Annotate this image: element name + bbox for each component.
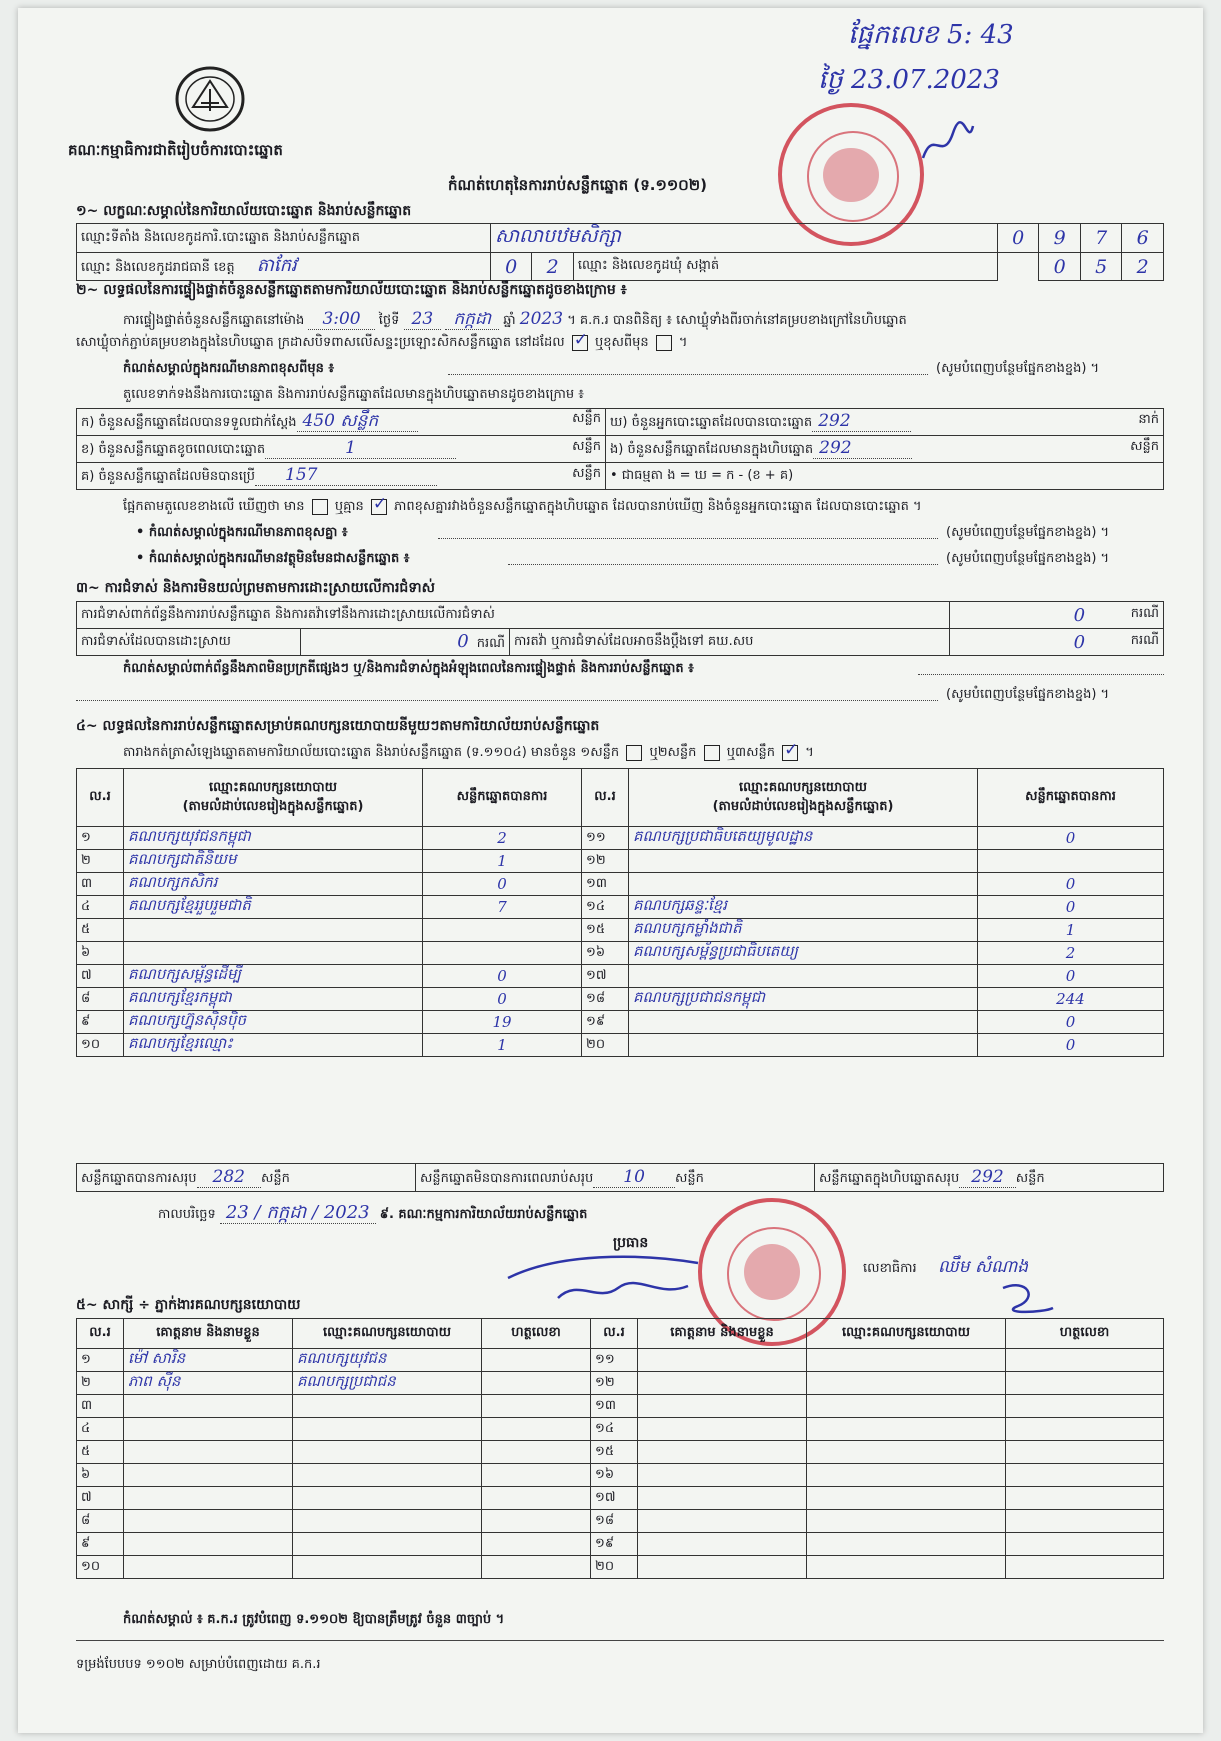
result-votes	[423, 919, 582, 942]
col-party-sub: (តាមលំដាប់លេខរៀងក្នុងសន្លឹកឆ្នោត)	[712, 798, 894, 814]
witness-name[interactable]	[638, 1464, 807, 1487]
result-votes: 2	[978, 942, 1164, 965]
result-party: គណបក្សឆន្ទៈខ្មែរ	[629, 896, 978, 919]
hw-year: 2023	[519, 309, 564, 329]
witness-party[interactable]	[807, 1372, 1006, 1395]
witness-name[interactable]	[638, 1418, 807, 1441]
col-no: ល.រ	[77, 769, 124, 827]
result-no: ១៥	[582, 919, 629, 942]
different-label: ឬខុសពីមុន	[594, 335, 649, 350]
witness-party[interactable]	[807, 1556, 1006, 1579]
witness-party	[293, 1441, 482, 1464]
witness-no: ១៩	[591, 1533, 638, 1556]
witness-no: ៤	[77, 1418, 124, 1441]
col-no: ល.រ	[77, 1319, 124, 1349]
witness-party	[293, 1395, 482, 1418]
witness-signature[interactable]	[1006, 1510, 1164, 1533]
diff-note-line[interactable]	[448, 374, 928, 375]
result-votes: 244	[978, 988, 1164, 1011]
witness-name[interactable]	[638, 1395, 807, 1418]
table-row	[77, 1487, 1164, 1510]
result-no: ១០	[77, 1034, 124, 1057]
col-name: គោត្តនាម និងនាមខ្លួន	[124, 1319, 293, 1349]
witness-signature[interactable]	[1006, 1464, 1164, 1487]
result-votes: 0	[978, 873, 1164, 896]
witness-name[interactable]	[638, 1533, 807, 1556]
hw-time: 3:00	[308, 309, 374, 330]
witness-signature[interactable]	[1006, 1556, 1164, 1579]
table-row	[77, 1441, 1164, 1464]
total-valid-label: សន្លឹកឆ្នោតបានការសរុប	[81, 1170, 197, 1186]
witness-signature[interactable]	[482, 1533, 591, 1556]
tally-intro: តារាងកត់ត្រាសំឡេងឆ្នោតតាមការិយាល័យបោះឆ្នោត និងរាប់សន្លឹកឆ្នោត (ទ.១១០៤) មានចំនួន ១សន្លឹក	[123, 745, 620, 760]
resolved-label: ការជំទាស់ដែលបានដោះស្រាយ	[77, 629, 301, 656]
table-row	[77, 850, 1164, 873]
col-votes: សន្លឹកឆ្នោតបានការ	[423, 769, 582, 827]
result-no: ១៧	[582, 965, 629, 988]
result-no: ៤	[77, 896, 124, 919]
table-row	[77, 1372, 1164, 1395]
result-party: គណបក្សកសិករ	[124, 873, 423, 896]
org-name: គណៈកម្មាធិការជាតិរៀបចំការបោះឆ្នោត	[68, 141, 283, 159]
hw-sign-date: 23 / កក្កដា / 2023	[220, 1202, 376, 1224]
fill-back-note: (សូមបំពេញបន្ថែមផ្នែកខាងខ្នង) ។	[946, 551, 1110, 566]
table-row	[77, 965, 1164, 988]
irregularity-note-label: កំណត់សម្គាល់ពាក់ព័ន្ធនឹងភាពមិនប្រក្រតីផ្សេងៗ ឬ/និងការជំទាស់ក្នុងអំឡុងពេលនៃការផ្ទៀងផ្ទាត់ និងការរាប់សន្លឹកឆ្នោត ៖	[123, 661, 694, 676]
witness-signature[interactable]	[482, 1372, 591, 1395]
count-ka-label: ក) ចំនួនសន្លឹកឆ្នោតដែលបានទទួលជាក់ស្តែង	[81, 414, 297, 430]
witness-party	[293, 1418, 482, 1441]
commune-code-digit: 2	[1122, 253, 1164, 281]
total-valid-value: 282	[197, 1167, 261, 1188]
witness-signature[interactable]	[1006, 1441, 1164, 1464]
result-votes: 0	[978, 896, 1164, 919]
result-votes: 0	[978, 827, 1164, 850]
witness-signature[interactable]	[482, 1510, 591, 1533]
section-2-title: ២~ លទ្ធផលនៃការផ្ទៀងផ្ទាត់ចំនួនសន្លឹកឆ្នោតតាមការិយាល័យបោះឆ្នោត និងរាប់សន្លឹកឆ្នោតដូចខាងក្រោម ៖	[76, 282, 627, 298]
col-name: គោត្តនាម និងនាមខ្លួន	[638, 1319, 807, 1349]
result-votes	[423, 942, 582, 965]
witness-name[interactable]	[638, 1441, 807, 1464]
witness-party[interactable]	[807, 1464, 1006, 1487]
result-votes: 0	[978, 1034, 1164, 1057]
result-party: គណបក្សខ្មែរឈ្មោះ	[124, 1034, 423, 1057]
table-row	[77, 873, 1164, 896]
hw-month: កក្កដា	[445, 309, 499, 330]
day-prefix: ថ្ងៃទី	[378, 313, 400, 328]
table-row	[77, 1510, 1164, 1533]
witness-name	[124, 1418, 293, 1441]
result-no: ១៦	[582, 942, 629, 965]
witness-name[interactable]	[638, 1556, 807, 1579]
witness-name	[124, 1556, 293, 1579]
three-sheet-label: ឬ៣សន្លឹក	[726, 745, 775, 760]
result-party: គណបក្សខ្មែររួបរួមជាតិ	[124, 896, 423, 919]
hw-station-number: ផ្នែកលេខ 5: 43	[848, 20, 1014, 50]
station-name-value: សាលាបឋមសិក្សា	[490, 224, 997, 253]
witness-no: ១៤	[591, 1418, 638, 1441]
result-votes: 0	[423, 988, 582, 1011]
witness-party[interactable]	[807, 1418, 1006, 1441]
case-unit: ករណី	[1130, 605, 1159, 621]
count-ngo-value: 292	[813, 438, 911, 459]
form-footer: ទម្រង់បែបបទ ១១០២ សម្រាប់បំពេញដោយ គ.ក.រ	[76, 1657, 321, 1672]
count-kho-label: ឃ) ចំនួនអ្នកបោះឆ្នោតដែលបានបោះឆ្នោត	[610, 415, 813, 430]
appeal-label: ការតវ៉ា ឬការជំទាស់ដែលអាចនឹងប្តឹងទៅ គឃ.សប	[510, 629, 950, 656]
result-no: ១៨	[582, 988, 629, 1011]
table-row	[77, 1464, 1164, 1487]
witness-name: ភាព ស៊ីន	[124, 1372, 293, 1395]
commune-code-digit: 5	[1080, 253, 1121, 281]
total-box-value: 292	[959, 1167, 1015, 1188]
province-value: តាកែវ	[256, 255, 297, 276]
witness-signature[interactable]	[1006, 1418, 1164, 1441]
witness-name	[124, 1441, 293, 1464]
station-code-digit: 6	[1122, 224, 1164, 253]
signature-top	[918, 118, 978, 168]
witness-signature[interactable]	[482, 1556, 591, 1579]
witness-no: ១៦	[591, 1464, 638, 1487]
irregularity-note-line-2[interactable]	[76, 700, 938, 701]
result-party	[124, 919, 423, 942]
result-no: ៧	[77, 965, 124, 988]
col-party: ឈ្មោះគណបក្សនយោបាយ	[807, 1319, 1006, 1349]
compare-c: ភាពខុសគ្នារវាងចំនួនសន្លឹកឆ្នោតក្នុងហិបឆ្នោត ដែលបានរាប់ឃើញ និងចំនួនអ្នកបោះឆ្នោត ដែលបានបោះឆ្នោត ។	[394, 499, 922, 514]
witness-party[interactable]	[807, 1487, 1006, 1510]
witness-no: ៦	[77, 1464, 124, 1487]
result-no: ១៩	[582, 1011, 629, 1034]
witness-party: គណបក្សប្រជាជន	[293, 1372, 482, 1395]
witness-name	[124, 1510, 293, 1533]
secretary-signature	[998, 1278, 1058, 1318]
witness-name	[124, 1533, 293, 1556]
counts-intro: តួលេខទាក់ទងនឹងការបោះឆ្នោត និងការរាប់សន្លឹកឆ្នោតដែលមានក្នុងហិបឆ្នោតមានដូចខាងក្រោម ៖	[123, 387, 584, 402]
result-party: គណបក្សប្រជាធិបតេយ្យមូលដ្ឋាន	[629, 827, 978, 850]
witness-no: ១	[77, 1349, 124, 1372]
witness-party: គណបក្សយុវជន	[293, 1349, 482, 1372]
witness-no: ១៧	[591, 1487, 638, 1510]
witness-party	[293, 1556, 482, 1579]
table-row	[77, 1011, 1164, 1034]
verification-line-2: សោឃ្លុំចាក់ភ្ជាប់គម្របខាងក្នុងនៃហិបឆ្នោត ក្រដាសបិទពាសលើសន្ទះប្រឡោះសិកសន្លឹកឆ្នោត នៅដដែល ✓ ឬខុសពីមុន ។	[76, 334, 687, 353]
counts-table	[76, 408, 1164, 490]
committee-label: ៩. គណៈកម្មការការិយាល័យរាប់សន្លឹកឆ្នោត	[379, 1207, 588, 1222]
witness-no: ៥	[77, 1441, 124, 1464]
result-no: ២	[77, 850, 124, 873]
col-votes: សន្លឹកឆ្នោតបានការ	[978, 769, 1164, 827]
unit-label: នាក់	[1138, 412, 1159, 427]
witness-no: ២	[77, 1372, 124, 1395]
witness-no: ១០	[77, 1556, 124, 1579]
unit-label: សន្លឹក	[572, 439, 601, 454]
witness-name	[124, 1395, 293, 1418]
result-no: ១	[77, 827, 124, 850]
witness-party	[293, 1464, 482, 1487]
witness-no: ១៥	[591, 1441, 638, 1464]
result-party: គណបក្សប្រជាជនកម្ពុជា	[629, 988, 978, 1011]
fill-back-note: (សូមបំពេញបន្ថែមផ្នែកខាងខ្នង) ។	[946, 525, 1110, 540]
diff-note-label: កំណត់សម្គាល់ក្នុងករណីមានភាពខុសពីមុន ៖	[123, 361, 335, 376]
result-party	[124, 942, 423, 965]
result-party: គណបក្សកម្លាំងជាតិ	[629, 919, 978, 942]
result-no: ៩	[77, 1011, 124, 1034]
result-votes: 0	[978, 1011, 1164, 1034]
different-checkbox[interactable]	[656, 335, 672, 351]
witness-table	[76, 1318, 1164, 1579]
result-party	[629, 1011, 978, 1034]
witness-no: ៧	[77, 1487, 124, 1510]
witness-party	[293, 1487, 482, 1510]
count-ko-label: គ) ចំនួនសន្លឹកឆ្នោតដែលមិនបានប្រើ	[81, 469, 255, 484]
result-votes: 2	[423, 827, 582, 850]
witness-signature[interactable]	[482, 1418, 591, 1441]
two-sheet-checkbox[interactable]	[704, 745, 720, 761]
result-votes: 1	[978, 919, 1164, 942]
result-no: ១៤	[582, 896, 629, 919]
total-box-label: សន្លឹកឆ្នោតក្នុងហិបឆ្នោតសរុប	[819, 1170, 960, 1186]
has-diff-checkbox[interactable]	[312, 499, 328, 515]
witness-signature[interactable]	[1006, 1349, 1164, 1372]
president-signature	[498, 1248, 728, 1308]
count-kha-value: 1	[265, 438, 456, 459]
witness-signature[interactable]	[1006, 1487, 1164, 1510]
station-name-label: ឈ្មោះទីតាំង និងលេខកូដការិ.បោះឆ្នោត និងរាប់សន្លឹកឆ្នោត	[77, 224, 491, 253]
section-3-title: ៣~ ការជំទាស់ និងការមិនយល់ព្រមតាមការដោះស្រាយលើការជំទាស់	[76, 580, 435, 596]
complaint-row1-value: 0	[1073, 604, 1086, 626]
table-row	[77, 1533, 1164, 1556]
unit-label: សន្លឹក	[572, 410, 601, 426]
witness-signature[interactable]	[482, 1349, 591, 1372]
col-sign: ហត្ថលេខា	[482, 1319, 591, 1349]
compare-a: ផ្អែកតាមតួលេខខាងលើ ឃើញថា មាន	[123, 499, 305, 514]
witness-signature[interactable]	[482, 1487, 591, 1510]
witness-no: ១៨	[591, 1510, 638, 1533]
result-votes: 0	[423, 965, 582, 988]
footer-divider	[76, 1640, 1164, 1641]
col-party: ឈ្មោះគណបក្សនយោបាយ	[209, 779, 337, 795]
witness-name[interactable]	[638, 1372, 807, 1395]
result-no: ៨	[77, 988, 124, 1011]
president-label: ប្រធាន	[613, 1235, 649, 1251]
province-code-digit: 0	[490, 253, 531, 281]
unit-label: សន្លឹក	[1015, 1170, 1045, 1186]
result-party	[629, 1034, 978, 1057]
table-row	[77, 1034, 1164, 1057]
complaint-row1-label: ការជំទាស់ពាក់ព័ន្ធនឹងការរាប់សន្លឹកឆ្នោត និងការតវ៉ាទៅនឹងការដោះស្រាយលើការជំទាស់	[77, 602, 950, 629]
count-kha-label: ខ) ចំនួនសន្លឹកឆ្នោតខូចពេលបោះឆ្នោត	[81, 442, 266, 457]
witness-signature[interactable]	[482, 1464, 591, 1487]
irregularity-note-line[interactable]	[918, 674, 1164, 675]
nec-emblem-icon	[173, 63, 248, 133]
note-b-label: • កំណត់សម្គាល់ក្នុងករណីមានវត្ថុមិនមែនជាសន្លឹកឆ្នោត ៖	[136, 551, 410, 566]
result-party: គណបក្សខ្មែរកម្ពុជា	[124, 988, 423, 1011]
table-row	[77, 1395, 1164, 1418]
fill-back-note: (សូមបំពេញបន្ថែមផ្នែកខាងខ្នង) ។	[936, 361, 1100, 376]
witness-party[interactable]	[807, 1441, 1006, 1464]
appeal-value: 0	[1073, 631, 1086, 653]
col-party-sub: (តាមលំដាប់លេខរៀងក្នុងសន្លឹកឆ្នោត)	[182, 798, 364, 814]
seal-status-text: សោឃ្លុំចាក់ភ្ជាប់គម្របខាងក្នុងនៃហិបឆ្នោត ក្រដាសបិទពាសលើសន្ទះប្រឡោះសិកសន្លឹកឆ្នោត នៅដដែល	[76, 335, 565, 350]
unit-label: សន្លឹក	[260, 1170, 290, 1186]
witness-signature[interactable]	[1006, 1395, 1164, 1418]
count-ko-value: 157	[255, 465, 437, 486]
result-party	[629, 965, 978, 988]
verification-text: ។ គ.ក.រ បានពិនិត្យ ៖ សោឃ្លុំទាំងពីរចាក់នៅគម្របខាងក្រៅនៃហិបឆ្នោត	[567, 313, 907, 328]
complaints-table	[76, 601, 1164, 656]
result-votes: 0	[423, 873, 582, 896]
section-1-title: ១~ លក្ខណៈសម្គាល់នៃការិយាល័យបោះឆ្នោត និងរាប់សន្លឹកឆ្នោត	[76, 203, 412, 219]
unit-label: សន្លឹក	[572, 466, 601, 481]
case-unit: ករណី	[476, 635, 505, 651]
case-unit: ករណី	[1130, 632, 1159, 648]
province-label: ឈ្មោះ និងលេខកូដរាជធានី ខេត្ត	[81, 260, 235, 275]
one-sheet-checkbox[interactable]	[626, 745, 642, 761]
hw-day: 23	[404, 309, 442, 330]
witness-name[interactable]	[638, 1487, 807, 1510]
result-no: ៦	[77, 942, 124, 965]
witness-signature[interactable]	[482, 1441, 591, 1464]
result-party: គណបក្សសម្ព័ន្ធដើម្បី	[124, 965, 423, 988]
witness-no: ៨	[77, 1510, 124, 1533]
table-row	[77, 896, 1164, 919]
result-no: ២០	[582, 1034, 629, 1057]
result-party: គណបក្សយុវជនកម្ពុជា	[124, 827, 423, 850]
col-party: ឈ្មោះគណបក្សនយោបាយ	[739, 779, 867, 795]
witness-party	[293, 1533, 482, 1556]
section-4-title: ៤~ លទ្ធផលនៃការរាប់សន្លឹកឆ្នោតសម្រាប់គណបក្សនយោបាយនីមួយៗតាមការិយាល័យរាប់សន្លឹកឆ្នោត	[76, 718, 600, 734]
result-no: ១២	[582, 850, 629, 873]
no-diff-checkbox[interactable]	[371, 499, 387, 515]
result-party: គណបក្សហ្វ៊ុនស៊ិនប៉ិច	[124, 1011, 423, 1034]
count-ngo-label: ង) ចំនួនសន្លឹកឆ្នោតដែលមានក្នុងហិបឆ្នោត	[610, 442, 814, 457]
result-party	[629, 873, 978, 896]
total-invalid-value: 10	[593, 1167, 675, 1188]
table-row	[77, 942, 1164, 965]
commune-code-digit: 0	[1039, 253, 1080, 281]
witness-name[interactable]	[638, 1510, 807, 1533]
witness-name	[124, 1464, 293, 1487]
two-sheet-label: ឬ២សន្លឹក	[649, 745, 697, 760]
station-code-digit: 7	[1080, 224, 1121, 253]
table-row	[77, 919, 1164, 942]
time-prefix: ការផ្ទៀងផ្ទាត់ចំនួនសន្លឹកឆ្នោតនៅម៉ោង	[123, 313, 305, 328]
witness-party	[293, 1510, 482, 1533]
count-kho-value: 292	[812, 411, 910, 432]
col-party: ឈ្មោះគណបក្សនយោបាយ	[293, 1319, 482, 1349]
commune-label: ឈ្មោះ និងលេខកូដឃុំ សង្កាត់	[573, 253, 997, 281]
result-votes: 0	[978, 965, 1164, 988]
result-no: ៣	[77, 873, 124, 896]
year-prefix: ឆ្នាំ	[503, 313, 516, 328]
witness-name	[124, 1487, 293, 1510]
witness-party[interactable]	[807, 1349, 1006, 1372]
station-id-table	[76, 223, 1164, 281]
witness-no: ១៣	[591, 1395, 638, 1418]
hw-secretary-name: ឈឹម សំណាង	[938, 1257, 1029, 1277]
col-no: ល.រ	[582, 769, 629, 827]
station-code-digit: 9	[1039, 224, 1080, 253]
result-votes: 7	[423, 896, 582, 919]
witness-signature[interactable]	[1006, 1533, 1164, 1556]
result-votes: 1	[423, 1034, 582, 1057]
note-b-line[interactable]	[508, 564, 938, 565]
witness-name: ម៉ៅ សារិន	[124, 1349, 293, 1372]
section-5-title: ៥~ សាក្សី ÷ ភ្នាក់ងារគណបក្សនយោបាយ	[76, 1297, 301, 1313]
unit-label: សន្លឹក	[1130, 439, 1159, 454]
results-table	[76, 768, 1164, 1057]
fill-back-note: (សូមបំពេញបន្ថែមផ្នែកខាងខ្នង) ។	[946, 687, 1110, 702]
table-row	[77, 988, 1164, 1011]
station-code-digit: 0	[997, 224, 1038, 253]
table-row	[77, 827, 1164, 850]
witness-name[interactable]	[638, 1349, 807, 1372]
witness-party[interactable]	[807, 1395, 1006, 1418]
province-code-digit: 2	[532, 253, 573, 281]
result-votes	[978, 850, 1164, 873]
result-votes: 1	[423, 850, 582, 873]
compare-line	[123, 498, 922, 517]
form-title: កំណត់ហេតុនៃការរាប់សន្លឹកឆ្នោត (ទ.១១០២)	[448, 176, 708, 194]
secretary-label: លេខាធិការ	[863, 1261, 917, 1276]
result-party: គណបក្សជាតិនិយម	[124, 850, 423, 873]
same-checkbox[interactable]	[572, 335, 588, 351]
date-line	[158, 1200, 587, 1227]
result-no: ១៣	[582, 873, 629, 896]
witness-party[interactable]	[807, 1510, 1006, 1533]
hw-report-date: ថ្ងៃ 23.07.2023	[818, 65, 1000, 95]
witness-party[interactable]	[807, 1533, 1006, 1556]
ballot-count-report-form	[18, 8, 1203, 1733]
table-row	[77, 1418, 1164, 1441]
unit-label: សន្លឹក	[674, 1170, 704, 1186]
date-prefix: កាលបរិច្ឆេទ	[158, 1207, 216, 1222]
totals-table	[76, 1163, 1164, 1192]
resolved-value: 0	[457, 630, 469, 652]
result-no: ១១	[582, 827, 629, 850]
witness-no: ៩	[77, 1533, 124, 1556]
col-sign: ហត្ថលេខា	[1006, 1319, 1164, 1349]
witness-signature[interactable]	[1006, 1372, 1164, 1395]
compare-b: ឬគ្មាន	[334, 499, 364, 514]
result-votes: 19	[423, 1011, 582, 1034]
witness-note: កំណត់សម្គាល់ ៖ គ.ក.រ ត្រូវបំពេញ ទ.១១០២ ឱ្យបានត្រឹមត្រូវ ចំនួន ៣ច្បាប់ ។	[123, 1612, 505, 1627]
witness-no: ១១	[591, 1349, 638, 1372]
tally-sheets-line: តារាងកត់ត្រាសំឡេងឆ្នោតតាមការិយាល័យបោះឆ្នោត និងរាប់សន្លឹកឆ្នោត (ទ.១១០៤) មានចំនួន ១សន្លឹក ឬ២សន្លឹក ឬ៣សន្លឹក ✓ ។	[123, 744, 814, 763]
col-no: ល.រ	[591, 1319, 638, 1349]
count-ka-value: 450 សន្លឹក	[297, 411, 419, 432]
verification-line-1	[123, 308, 907, 333]
result-party: គណបក្សសម្ព័ន្ធប្រជាធិបតេយ្យ	[629, 942, 978, 965]
table-row	[77, 1349, 1164, 1372]
result-no: ៥	[77, 919, 124, 942]
three-sheet-checkbox[interactable]	[782, 745, 798, 761]
total-invalid-label: សន្លឹកឆ្នោតមិនបានការពេលរាប់សរុប	[420, 1170, 594, 1186]
witness-no: ១២	[591, 1372, 638, 1395]
table-row	[77, 1556, 1164, 1579]
result-party	[629, 850, 978, 873]
note-a-line[interactable]	[438, 538, 938, 539]
witness-no: ៣	[77, 1395, 124, 1418]
formula-text: • ជាធម្មតា ង = ឃ = ក - (ខ + គ)	[606, 463, 1164, 490]
note-a-label: • កំណត់សម្គាល់ក្នុងករណីមានភាពខុសគ្នា ៖	[136, 525, 348, 540]
witness-signature[interactable]	[482, 1395, 591, 1418]
witness-no: ២០	[591, 1556, 638, 1579]
